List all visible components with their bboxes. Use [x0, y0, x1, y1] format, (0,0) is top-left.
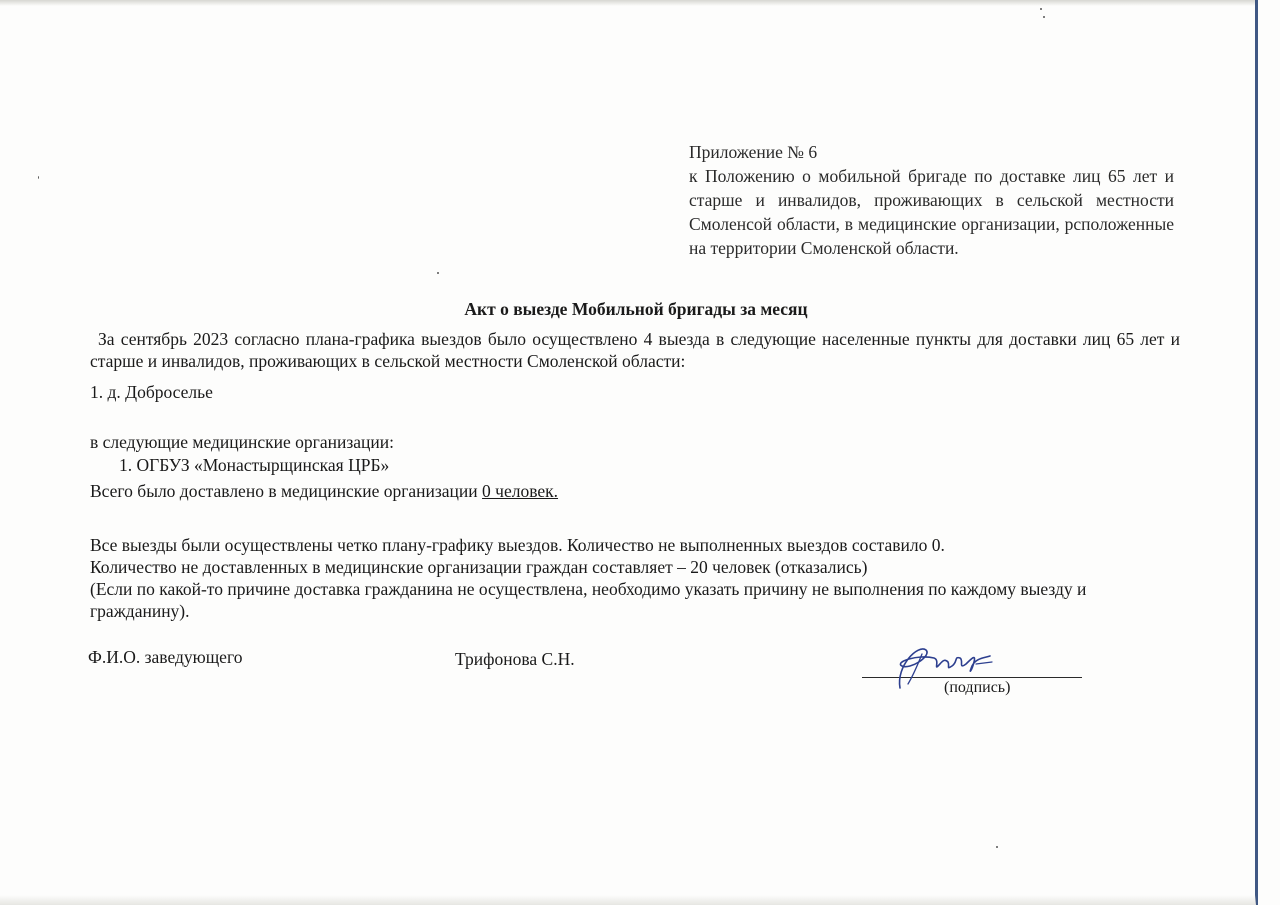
appendix-block	[689, 140, 1174, 260]
document-title: Акт о выезде Мобильной бригады за месяц	[464, 299, 808, 319]
scan-bottom-edge	[0, 895, 1256, 905]
scan-speck	[1043, 16, 1045, 18]
delivered-value: 0 человек.	[482, 481, 559, 501]
appendix-text: к Положению о мобильной бригаде по доставке лиц 65 лет и старше и инвалидов, проживающих в сельской местности Смоленсой области, в медицинские организации, рсположенные на территории Смоленской области.	[689, 166, 1174, 258]
head-name: Трифонова С.Н.	[455, 649, 575, 669]
delivered-prefix: Всего было доставлено в медицинские организации	[90, 481, 483, 501]
summary-line-3: (Если по какой-то причине доставка гражданина не осуществлена, необходимо указать причину не выполнения по каждому выезду и гражданину).	[90, 579, 1087, 621]
summary-paragraph	[90, 534, 1180, 622]
delivered-total	[90, 480, 1180, 502]
scan-right-edge	[1255, 0, 1258, 905]
scan-speck	[437, 272, 439, 274]
intro-paragraph: За сентябрь 2023 согласно плана-графика выездов было осуществлено 4 выезда в следующие населенные пункты для доставки лиц 65 лет и старше и инвалидов, проживающих в сельской местности Смоленской области:	[90, 329, 1180, 371]
organizations-intro: в следующие медицинские организации:	[90, 432, 394, 452]
scan-top-edge	[0, 0, 1256, 6]
scan-speck	[1040, 8, 1042, 10]
head-name-label: Ф.И.О. заведующего	[88, 647, 243, 667]
organization-item: 1. ОГБУЗ «Монастырщинская ЦРБ»	[119, 455, 390, 475]
signature-caption: (подпись)	[944, 679, 1011, 696]
appendix-number: Приложение № 6	[689, 142, 818, 162]
scan-speck	[996, 846, 998, 848]
summary-line-1: Все выезды были осуществлены четко плану-графику выездов. Количество не выполненных выездов составило 0.	[90, 535, 945, 555]
settlement-item: 1. д. Добросельe	[90, 382, 213, 402]
scan-speck	[38, 176, 39, 179]
summary-line-2: Количество не доставленных в медицинские организации граждан составляет – 20 человек (отказались)	[90, 557, 868, 577]
